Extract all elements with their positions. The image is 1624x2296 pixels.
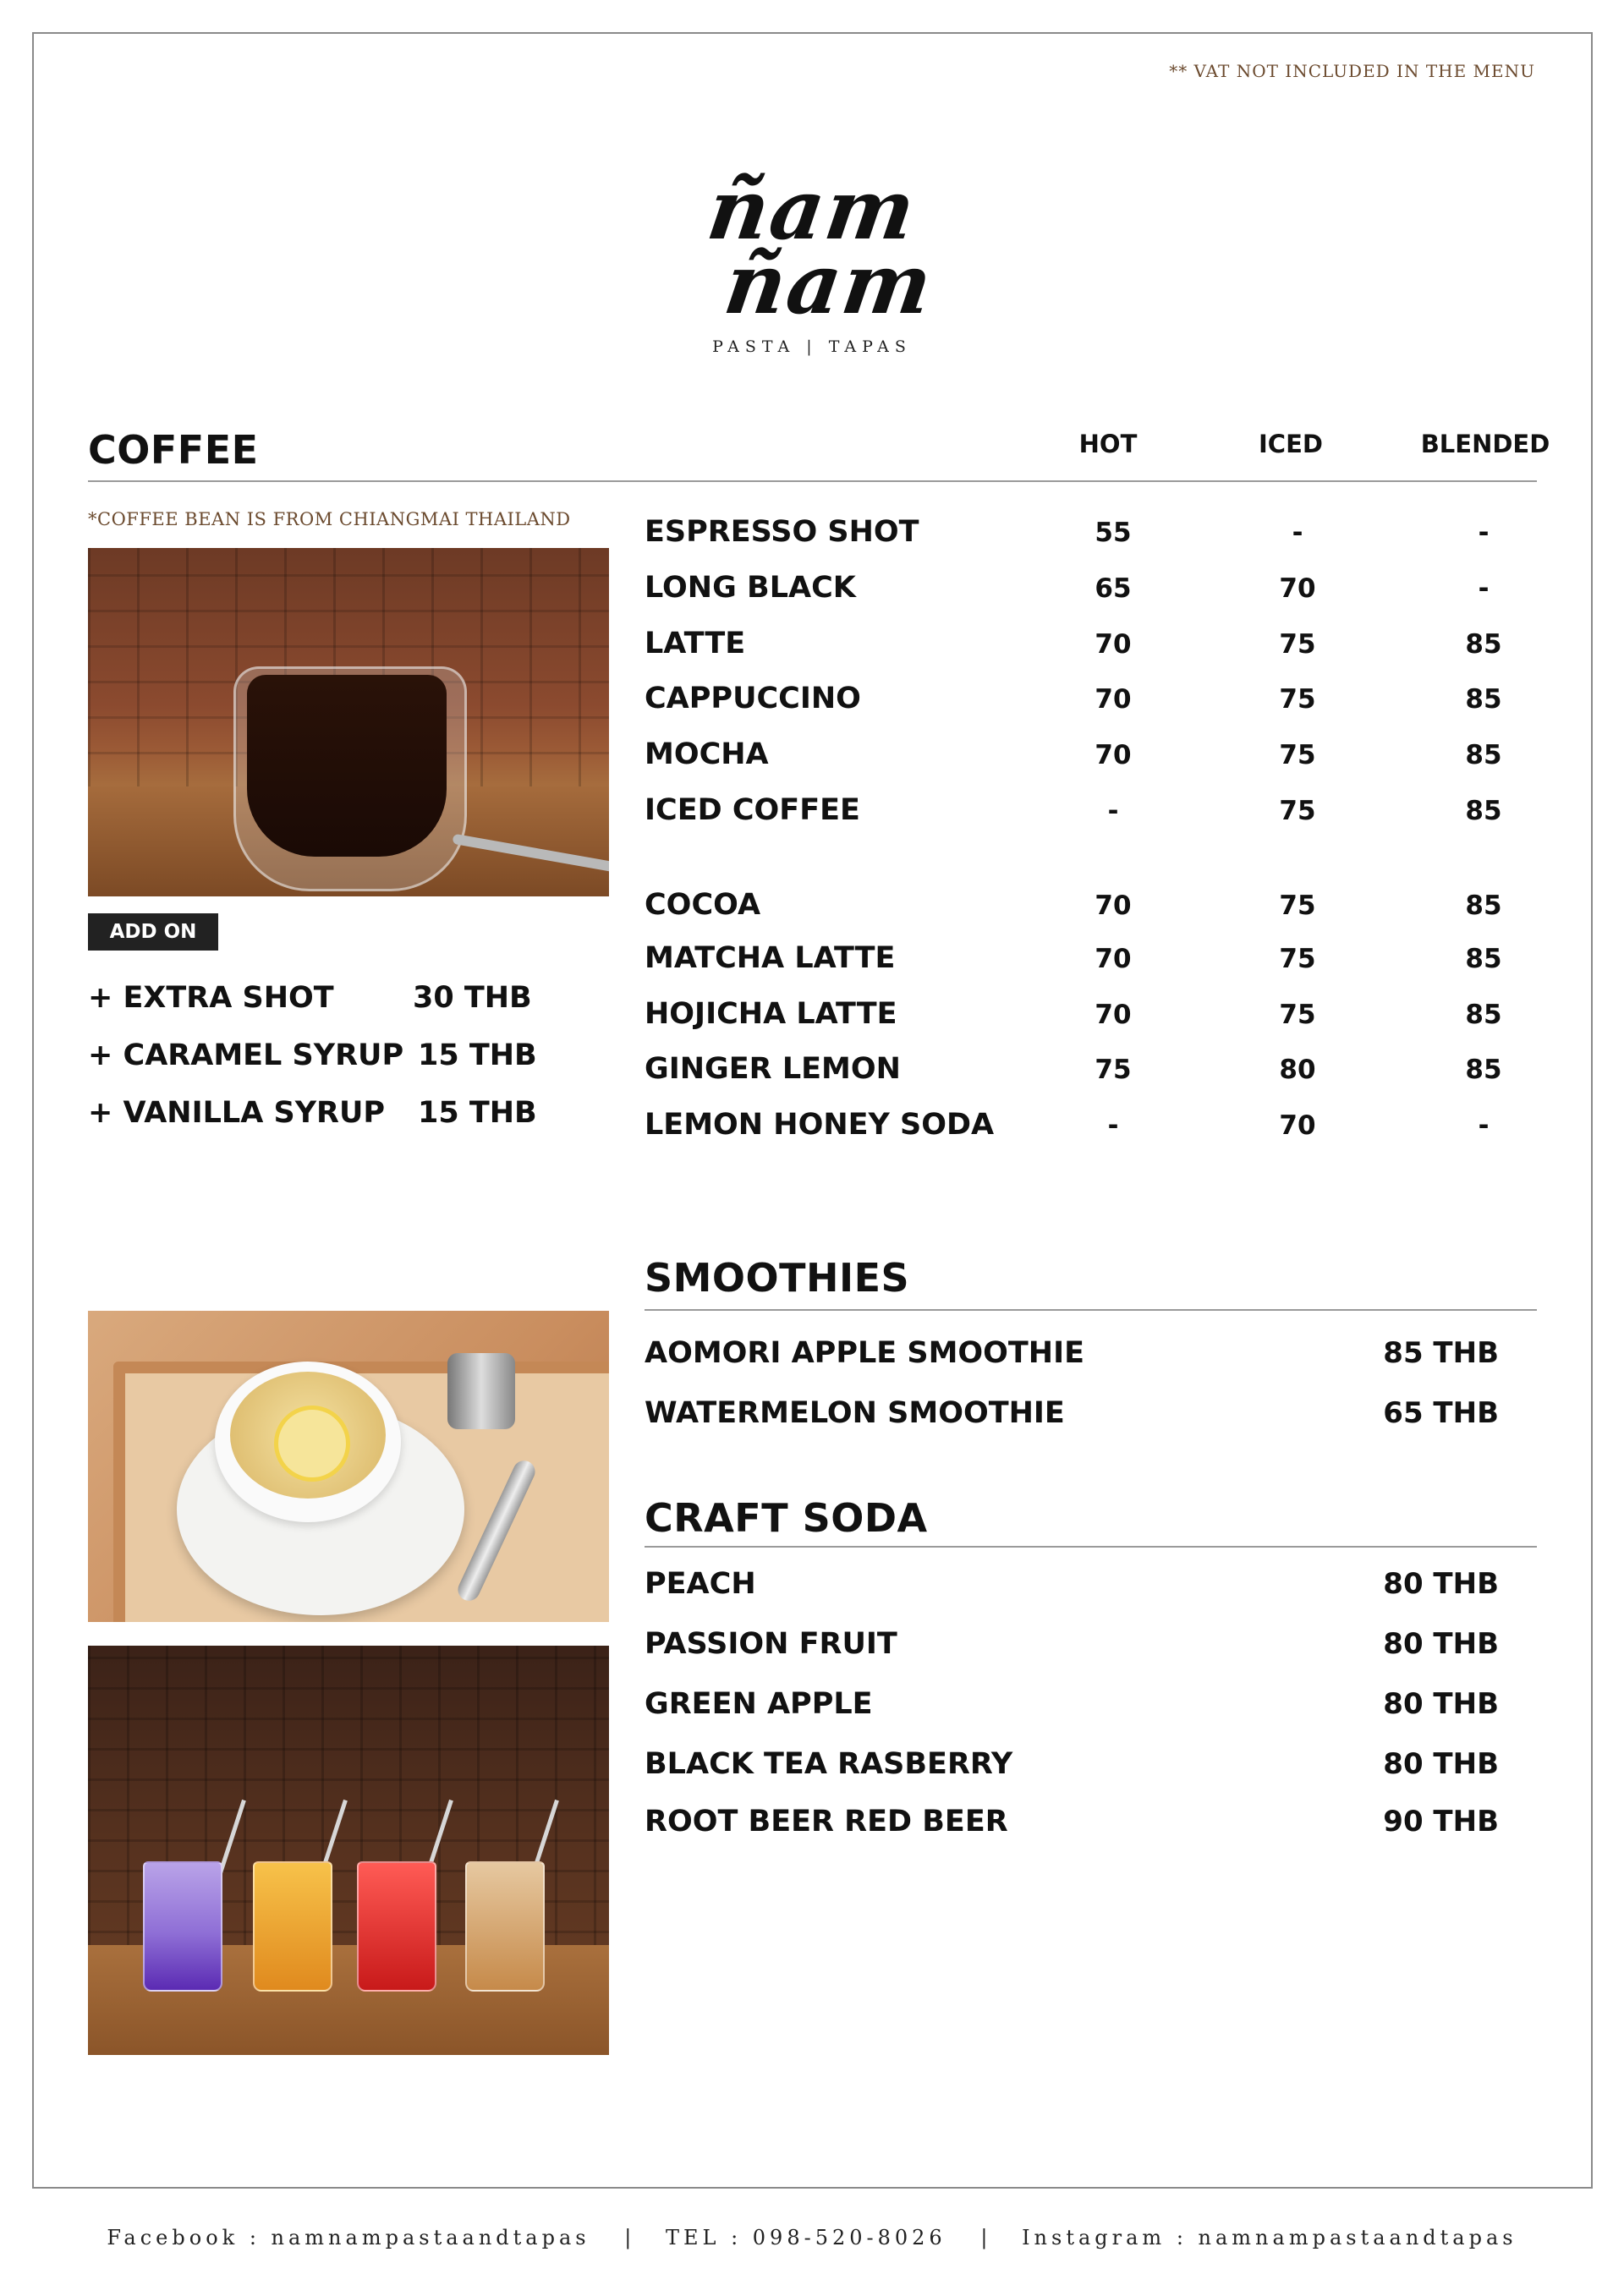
menu-item-name: WATERMELON SMOOTHIE xyxy=(645,1396,1065,1430)
price-hot: 70 xyxy=(1095,629,1132,660)
add-on-name: + VANILLA SYRUP xyxy=(88,1096,386,1130)
vat-note: ** VAT NOT INCLUDED IN THE MENU xyxy=(1169,61,1535,81)
price-blended: 85 xyxy=(1465,796,1502,826)
menu-item-price: 90 THB xyxy=(1383,1805,1499,1838)
add-on-price: 15 THB xyxy=(418,1096,537,1130)
price-hot: 70 xyxy=(1095,890,1132,921)
smoothies-title: SMOOTHIES xyxy=(645,1255,910,1301)
add-on-name: + CARAMEL SYRUP xyxy=(88,1038,404,1072)
price-hot: 55 xyxy=(1095,518,1132,548)
menu-item-name: MATCHA LATTE xyxy=(645,941,896,975)
coffee-title: COFFEE xyxy=(88,427,259,473)
menu-item-name: GREEN APPLE xyxy=(645,1687,873,1721)
menu-item-name: GINGER LEMON xyxy=(645,1052,901,1086)
price-iced: 75 xyxy=(1279,684,1316,715)
price-blended: - xyxy=(1478,518,1490,548)
menu-item-name: PEACH xyxy=(645,1567,756,1601)
price-iced: 70 xyxy=(1279,1110,1316,1141)
price-blended: 85 xyxy=(1465,1000,1502,1030)
craft-soda-photo xyxy=(88,1646,609,2055)
craft-soda-title: CRAFT SODA xyxy=(645,1495,928,1541)
price-hot: - xyxy=(1107,1110,1119,1141)
price-hot: 70 xyxy=(1095,944,1132,974)
footer-separator: | xyxy=(624,2226,632,2249)
menu-item-name: ICED COFFEE xyxy=(645,793,860,827)
add-on-badge: ADD ON xyxy=(88,913,218,951)
price-blended: 85 xyxy=(1465,684,1502,715)
menu-item-price: 80 THB xyxy=(1383,1627,1499,1661)
price-hot: 70 xyxy=(1095,740,1132,770)
coffee-photo xyxy=(88,548,609,896)
price-hot: 75 xyxy=(1095,1055,1132,1085)
price-iced: 75 xyxy=(1279,1000,1316,1030)
price-iced: 75 xyxy=(1279,796,1316,826)
coffee-origin-note: *COFFEE BEAN IS FROM CHIANGMAI THAILAND xyxy=(88,509,571,529)
price-iced: 80 xyxy=(1279,1055,1316,1085)
lemon-tea-photo xyxy=(88,1311,609,1622)
add-on-name: + EXTRA SHOT xyxy=(88,981,334,1015)
column-blended: BLENDED xyxy=(1420,430,1550,458)
price-iced: 75 xyxy=(1279,890,1316,921)
phone-number[interactable]: TEL : 098-520-8026 xyxy=(665,2226,946,2249)
menu-item-name: LATTE xyxy=(645,627,746,660)
menu-item-name: LONG BLACK xyxy=(645,571,856,605)
price-blended: 85 xyxy=(1465,1055,1502,1085)
price-iced: 70 xyxy=(1279,573,1316,604)
craft-soda-divider xyxy=(645,1546,1537,1548)
menu-item-name: PASSION FRUIT xyxy=(645,1627,897,1661)
price-iced: 75 xyxy=(1279,629,1316,660)
menu-item-name: BLACK TEA RASBERRY xyxy=(645,1747,1013,1781)
footer-separator: | xyxy=(980,2226,988,2249)
price-hot: 65 xyxy=(1095,573,1132,604)
menu-item-price: 80 THB xyxy=(1383,1747,1499,1781)
price-blended: - xyxy=(1478,573,1490,604)
price-blended: 85 xyxy=(1465,629,1502,660)
coffee-divider xyxy=(88,480,1537,482)
facebook-link[interactable]: Facebook : namnampastaandtapas xyxy=(107,2226,590,2249)
menu-item-price: 80 THB xyxy=(1383,1687,1499,1721)
menu-item-price: 85 THB xyxy=(1383,1336,1499,1370)
price-hot: - xyxy=(1107,796,1119,826)
price-iced: 75 xyxy=(1279,944,1316,974)
logo-subtitle: PASTA | TAPAS xyxy=(712,337,912,356)
price-iced: - xyxy=(1292,518,1303,548)
menu-item-name: LEMON HONEY SODA xyxy=(645,1108,995,1142)
price-blended: 85 xyxy=(1465,944,1502,974)
price-hot: 70 xyxy=(1095,684,1132,715)
menu-item-price: 80 THB xyxy=(1383,1567,1499,1601)
menu-item-name: ROOT BEER RED BEER xyxy=(645,1805,1008,1838)
menu-item-name: MOCHA xyxy=(645,737,769,771)
column-iced: ICED xyxy=(1259,430,1323,458)
menu-item-price: 65 THB xyxy=(1383,1396,1499,1430)
price-blended: - xyxy=(1478,1110,1490,1141)
add-on-price: 30 THB xyxy=(413,981,532,1015)
price-blended: 85 xyxy=(1465,890,1502,921)
instagram-link[interactable]: Instagram : namnampastaandtapas xyxy=(1022,2226,1517,2249)
price-hot: 70 xyxy=(1095,1000,1132,1030)
restaurant-logo xyxy=(660,162,964,389)
price-iced: 75 xyxy=(1279,740,1316,770)
logo-line-2: ñam xyxy=(718,236,940,333)
menu-item-name: HOJICHA LATTE xyxy=(645,997,897,1031)
smoothies-divider xyxy=(645,1309,1537,1311)
add-on-price: 15 THB xyxy=(418,1038,537,1072)
price-blended: 85 xyxy=(1465,740,1502,770)
menu-item-name: AOMORI APPLE SMOOTHIE xyxy=(645,1336,1085,1370)
menu-item-name: CAPPUCCINO xyxy=(645,682,861,715)
footer-contacts xyxy=(0,2226,1624,2249)
menu-item-name: ESPRESSO SHOT xyxy=(645,515,919,549)
menu-item-name: COCOA xyxy=(645,888,761,922)
column-hot: HOT xyxy=(1078,430,1138,458)
logo-line-1: ñam xyxy=(701,162,923,259)
